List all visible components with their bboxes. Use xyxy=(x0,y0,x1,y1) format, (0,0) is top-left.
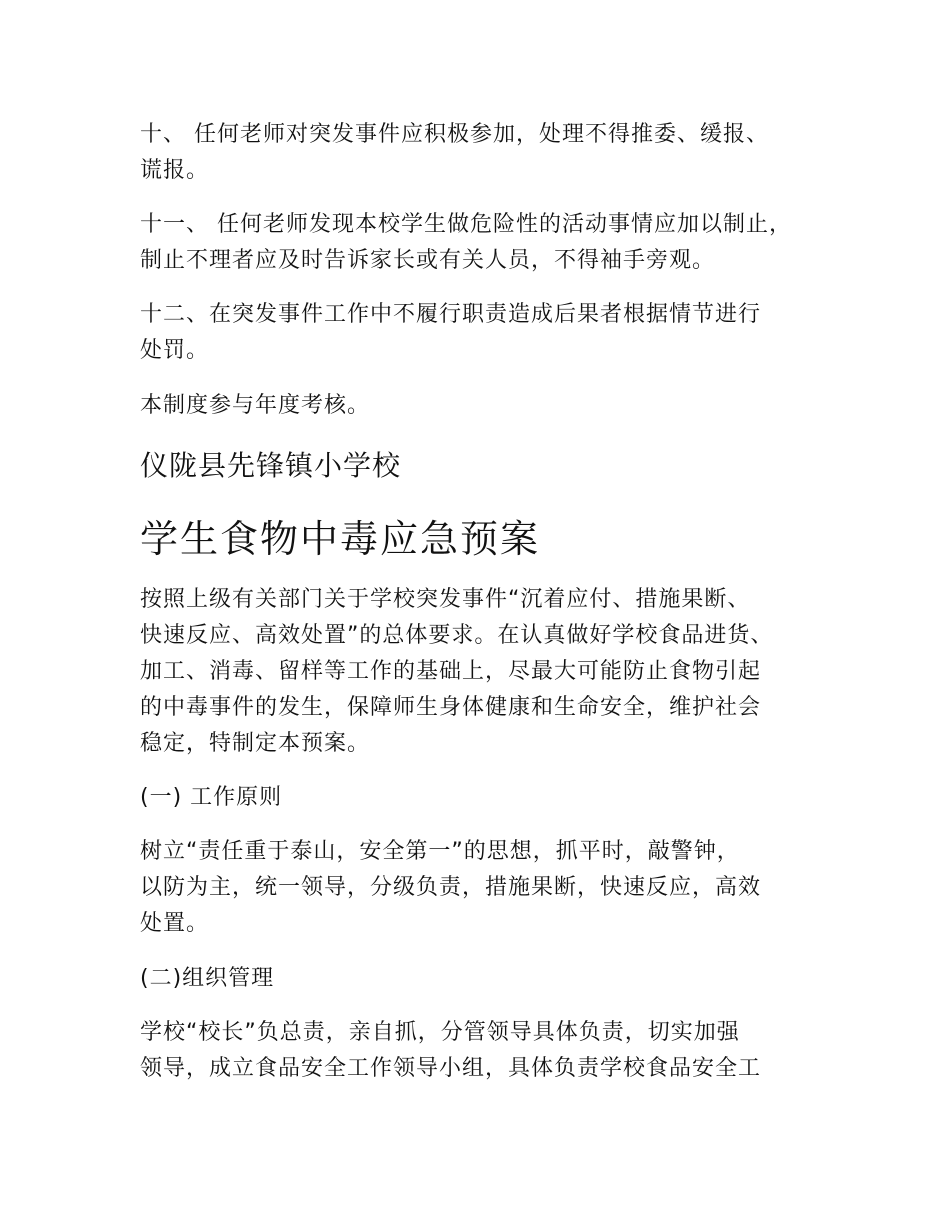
clause-ten xyxy=(140,117,769,189)
organization-line-2: 领导，成立食品安全工作领导小组，具体负责学校食品安全工 xyxy=(140,1056,762,1081)
section-heading-organization: (二)组织管理 xyxy=(140,966,275,991)
organization-line-1: 学校“校长”负总责，亲自抓，分管领导具体负责，切实加强 xyxy=(140,1020,740,1045)
intro-paragraph xyxy=(140,582,773,762)
clause-eleven-line-1: 十一、 任何老师发现本校学生做危险性的活动事情应加以制止， xyxy=(140,212,792,237)
intro-line-1: 按照上级有关部门关于学校突发事件“沉着应付、措施果断、 xyxy=(140,587,751,612)
clause-twelve-line-2: 处罚。 xyxy=(140,338,210,363)
principles-line-3: 处置。 xyxy=(140,911,210,936)
clause-twelve-line-1: 十二、在突发事件工作中不履行职责造成后果者根据情节进行 xyxy=(140,302,762,327)
intro-line-2: 快速反应、高效处置”的总体要求。在认真做好学校食品进货、 xyxy=(140,623,774,648)
section-heading-principles: (一) 工作原则 xyxy=(140,785,283,810)
principles-paragraph xyxy=(140,834,761,942)
principles-line-1: 树立“责任重于泰山，安全第一”的思想，抓平时，敲警钟， xyxy=(140,839,740,864)
principles-line-2: 以防为主，统一领导，分级负责，措施果断，快速反应，高效 xyxy=(140,875,762,900)
clause-eleven xyxy=(140,207,792,279)
assessment-note: 本制度参与年度考核。 xyxy=(140,393,371,418)
intro-line-4: 的中毒事件的发生，保障师生身体健康和生命安全，维护社会 xyxy=(140,695,762,720)
intro-line-3: 加工、消毒、留样等工作的基础上，尽最大可能防止食物引起 xyxy=(140,659,762,684)
clause-twelve xyxy=(140,297,761,369)
clause-ten-line-2: 谎报。 xyxy=(140,158,210,183)
clause-ten-line-1: 十、 任何老师对突发事件应积极参加，处理不得推委、缓报、 xyxy=(140,122,769,147)
intro-line-5: 稳定，特制定本预案。 xyxy=(140,731,371,756)
school-name: 仪陇县先锋镇小学校 xyxy=(140,449,402,482)
organization-paragraph xyxy=(140,1015,761,1087)
plan-title: 学生食物中毒应急预案 xyxy=(140,517,541,561)
clause-eleven-line-2: 制止不理者应及时告诉家长或有关人员，不得袖手旁观。 xyxy=(140,248,716,273)
